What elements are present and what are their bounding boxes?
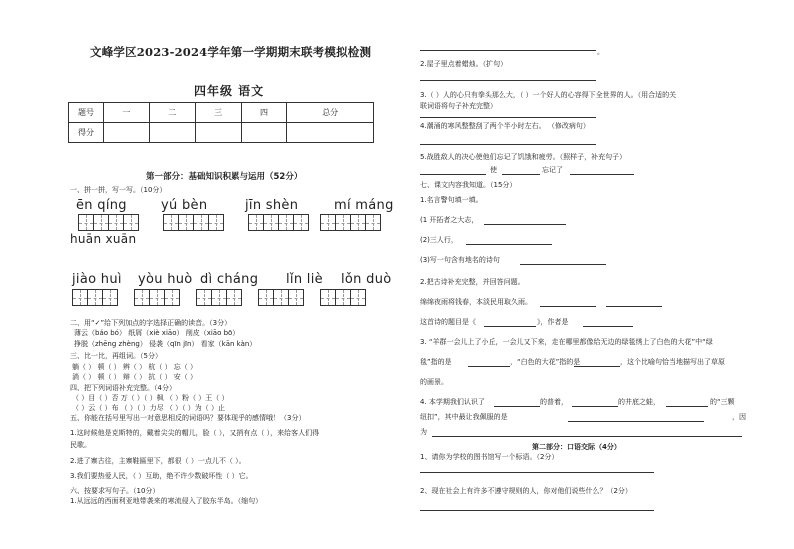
sentence-word: 忘记了: [542, 166, 563, 174]
answer-line[interactable]: [420, 510, 654, 511]
question-6-title: 六、按要求写句子。（10分）: [70, 487, 160, 495]
score-table: [68, 102, 374, 143]
question-7-4: 4. 本学期我们认识了: [420, 398, 485, 406]
question-3-line: 躺（ ） 顿（ ） 辨（ ） 杭（ ） 忘（ ）: [72, 363, 198, 371]
answer-line[interactable]: [568, 421, 704, 422]
question-r4: 5.战胜敌人的决心使他们忘记了饥饿和疲劳。（照样子，补充句子）: [420, 153, 627, 161]
table-cell: 题号: [69, 103, 104, 123]
table-cell: 得分: [69, 123, 104, 143]
pinyin-label: yú bèn: [161, 198, 208, 213]
question-4-line: （ ）云（ ）布 （ ）（ ）力尽 （ ）（ ）为（ ）止: [72, 404, 226, 412]
question-7-2: 2.把古诗补充完整，并回答问题。: [420, 278, 525, 286]
question-r3: 4.潮涌的寒风整整刮了两个半小时左右。 （修改病句）: [420, 122, 590, 130]
question-7-4c: 为: [420, 428, 427, 436]
question-7-4a3: 的井底之蛙，: [618, 398, 660, 406]
answer-line[interactable]: [466, 244, 552, 245]
score-table-score-row: [69, 123, 374, 143]
question-3-line: 淌（ ） 顿（ ） 辩（ ） 抗（ ） 安（ ）: [72, 373, 198, 381]
question-7-4a2: 的普着，: [540, 398, 568, 406]
question-r1: 2.屋子里点着蜡烛。（扩句）: [420, 60, 508, 68]
answer-line[interactable]: [484, 326, 536, 327]
answer-line[interactable]: [420, 50, 596, 51]
poem-line: 绵绵夜雨将钱春，本淡民用取久雨。: [420, 298, 532, 306]
question-2-line: 薄云（báo bó） 纸屑（xiè xiāo） 削皮（xiāo bō）: [74, 329, 240, 337]
question-7-3c: 的画景。: [420, 378, 448, 386]
grade-subject: 四年级 语文: [194, 84, 265, 98]
score-input-cell[interactable]: [287, 123, 374, 143]
table-cell: 四: [241, 103, 287, 123]
pinyin-label: jīn shèn: [245, 198, 299, 213]
pinyin-label: yòu huò: [138, 272, 193, 287]
writing-grid[interactable]: [196, 289, 241, 306]
part2-question-2: 2、现在社会上有许多不遵守规则的人，你对他们说些什么？（2分）: [420, 487, 632, 495]
exam-title: 文峰学区2023-2024学年第一学期期末联考模拟检测: [90, 45, 372, 59]
answer-line[interactable]: [484, 224, 566, 225]
question-2-title: 二、用“✓”给下列加点的字选择正确的读音。（3分）: [70, 319, 232, 327]
question-7-4a4: 的“三颗: [710, 398, 735, 406]
table-cell: 一: [104, 103, 150, 123]
writing-grid[interactable]: [320, 214, 380, 231]
question-7-3b2: ，“白色的大花”指的是: [510, 358, 581, 366]
answer-line[interactable]: [520, 264, 606, 265]
answer-line[interactable]: [583, 326, 633, 327]
pinyin-label: huān xuān: [70, 232, 137, 246]
pinyin-label: mí máng: [334, 198, 394, 213]
question-7-4b: 纽扣”，其中最让我佩服的是: [420, 413, 508, 421]
score-input-cell[interactable]: [104, 123, 150, 143]
question-7-title: 七、课文内容我知道。（15分）: [420, 181, 517, 189]
answer-line[interactable]: [420, 472, 654, 473]
table-cell: 二: [149, 103, 195, 123]
question-7-3b: 毯”指的是: [420, 358, 452, 366]
part2-question-1: 1、请你为学校的图书馆写一个标语。（2分）: [420, 453, 559, 461]
pinyin-label: jiào huì: [72, 272, 122, 287]
question-5-title: 五、你能在括号里写出一对意思相反的词语吗？要体现乎的感情哦！（3分）: [70, 414, 306, 422]
question-5-line: 民歌。: [70, 441, 91, 449]
question-r2b: 联词语将句子补充完整）: [420, 102, 497, 110]
pinyin-label: dì cháng: [200, 272, 259, 287]
writing-grid[interactable]: [72, 289, 117, 306]
answer-line[interactable]: [540, 306, 596, 307]
answer-line[interactable]: [420, 117, 596, 118]
writing-grid[interactable]: [163, 214, 223, 231]
writing-grid[interactable]: [248, 214, 308, 231]
question-7-1a: (1 开拓者之大志，: [420, 216, 479, 224]
answer-line[interactable]: [570, 174, 634, 175]
part2-heading: 第二部分：口语交际（4分）: [532, 443, 621, 451]
question-7-3b3: ，这个比喻句恰当地描写出了草原: [620, 358, 725, 366]
question-7-2b: 这首诗的题目是《: [420, 318, 476, 326]
question-5-line: 1.这时候他是克斯特的，戴着尖尖的帽儿，脸（ ），又捎有点（ ），来给客人们得: [70, 429, 320, 437]
sentence-word: 使: [490, 166, 497, 174]
answer-line[interactable]: [432, 436, 742, 437]
writing-grid[interactable]: [320, 289, 365, 306]
answer-line[interactable]: [606, 306, 662, 307]
question-7-3: 3. “羊群一会儿上了小丘，一会儿又下来，走在哪里都像给无边的绿毯绣上了白色的大花”中“绿: [420, 338, 713, 346]
answer-line[interactable]: [494, 406, 540, 407]
question-2-line: 挣脱（zhēng zhèng） 侵袭（qīn jīn） 看家（kān kàn）: [74, 340, 257, 348]
score-input-cell[interactable]: [195, 123, 241, 143]
table-cell: 三: [195, 103, 241, 123]
question-3-title: 三、比一比，再组词。（5分）: [70, 352, 162, 360]
answer-line[interactable]: [502, 174, 540, 175]
table-cell: 总分: [287, 103, 374, 123]
writing-grid[interactable]: [134, 289, 179, 306]
question-1-title: 一、拼一拼，写一写。（10分）: [70, 186, 167, 194]
question-7-1: 1.名言警句填一填。: [420, 196, 483, 204]
answer-line[interactable]: [420, 144, 596, 145]
score-input-cell[interactable]: [149, 123, 195, 143]
question-5-line: 2.进了寨古往，主寨鞋匾里下，都很（ ）一点儿不（ ）。: [70, 457, 246, 465]
question-6-line: 1.从远远的西面利亚地带袭来的寒流侵入了胶东半岛。（缩句）: [70, 497, 263, 505]
bullet-dot: 。: [597, 48, 604, 56]
answer-line[interactable]: [468, 366, 510, 367]
pinyin-label: ēn qíng: [76, 198, 127, 213]
question-r2: 3.（ ）人的心只有拳头那么大，（ ）一个好人的心容得下全世界的人。（用合适的关: [420, 91, 677, 99]
question-7-1b: (2)三人行，: [420, 236, 458, 244]
question-4-title: 四、把下列词语补充完整。（4分）: [70, 384, 176, 392]
part1-heading: 第一部分：基础知识积累与运用（52分）: [146, 172, 303, 182]
writing-grid[interactable]: [258, 289, 303, 306]
pinyin-label: lǐn liè: [286, 272, 323, 287]
question-7-1c: (3)写一句含有地名的诗句: [420, 256, 500, 264]
answer-line[interactable]: [666, 406, 708, 407]
question-7-2b2: 》，作者是: [537, 318, 569, 326]
score-table-header-row: [69, 103, 374, 123]
score-input-cell[interactable]: [241, 123, 287, 143]
pinyin-label: lǒn duò: [341, 272, 392, 287]
writing-grid[interactable]: [78, 214, 138, 231]
answer-line[interactable]: [574, 366, 620, 367]
answer-line[interactable]: [420, 80, 596, 81]
question-7-4b2: ，因: [732, 413, 746, 421]
answer-line[interactable]: [420, 174, 486, 175]
answer-line[interactable]: [572, 406, 618, 407]
question-5-line: 3.我们要热爱人民，（ ）互助，绝不许少数破坏性（ ）它。: [70, 472, 253, 480]
question-4-line: （ ）目（ ）否 万（ ）（ ）枫 （ ）粉（ ）王（ ）: [72, 394, 229, 402]
